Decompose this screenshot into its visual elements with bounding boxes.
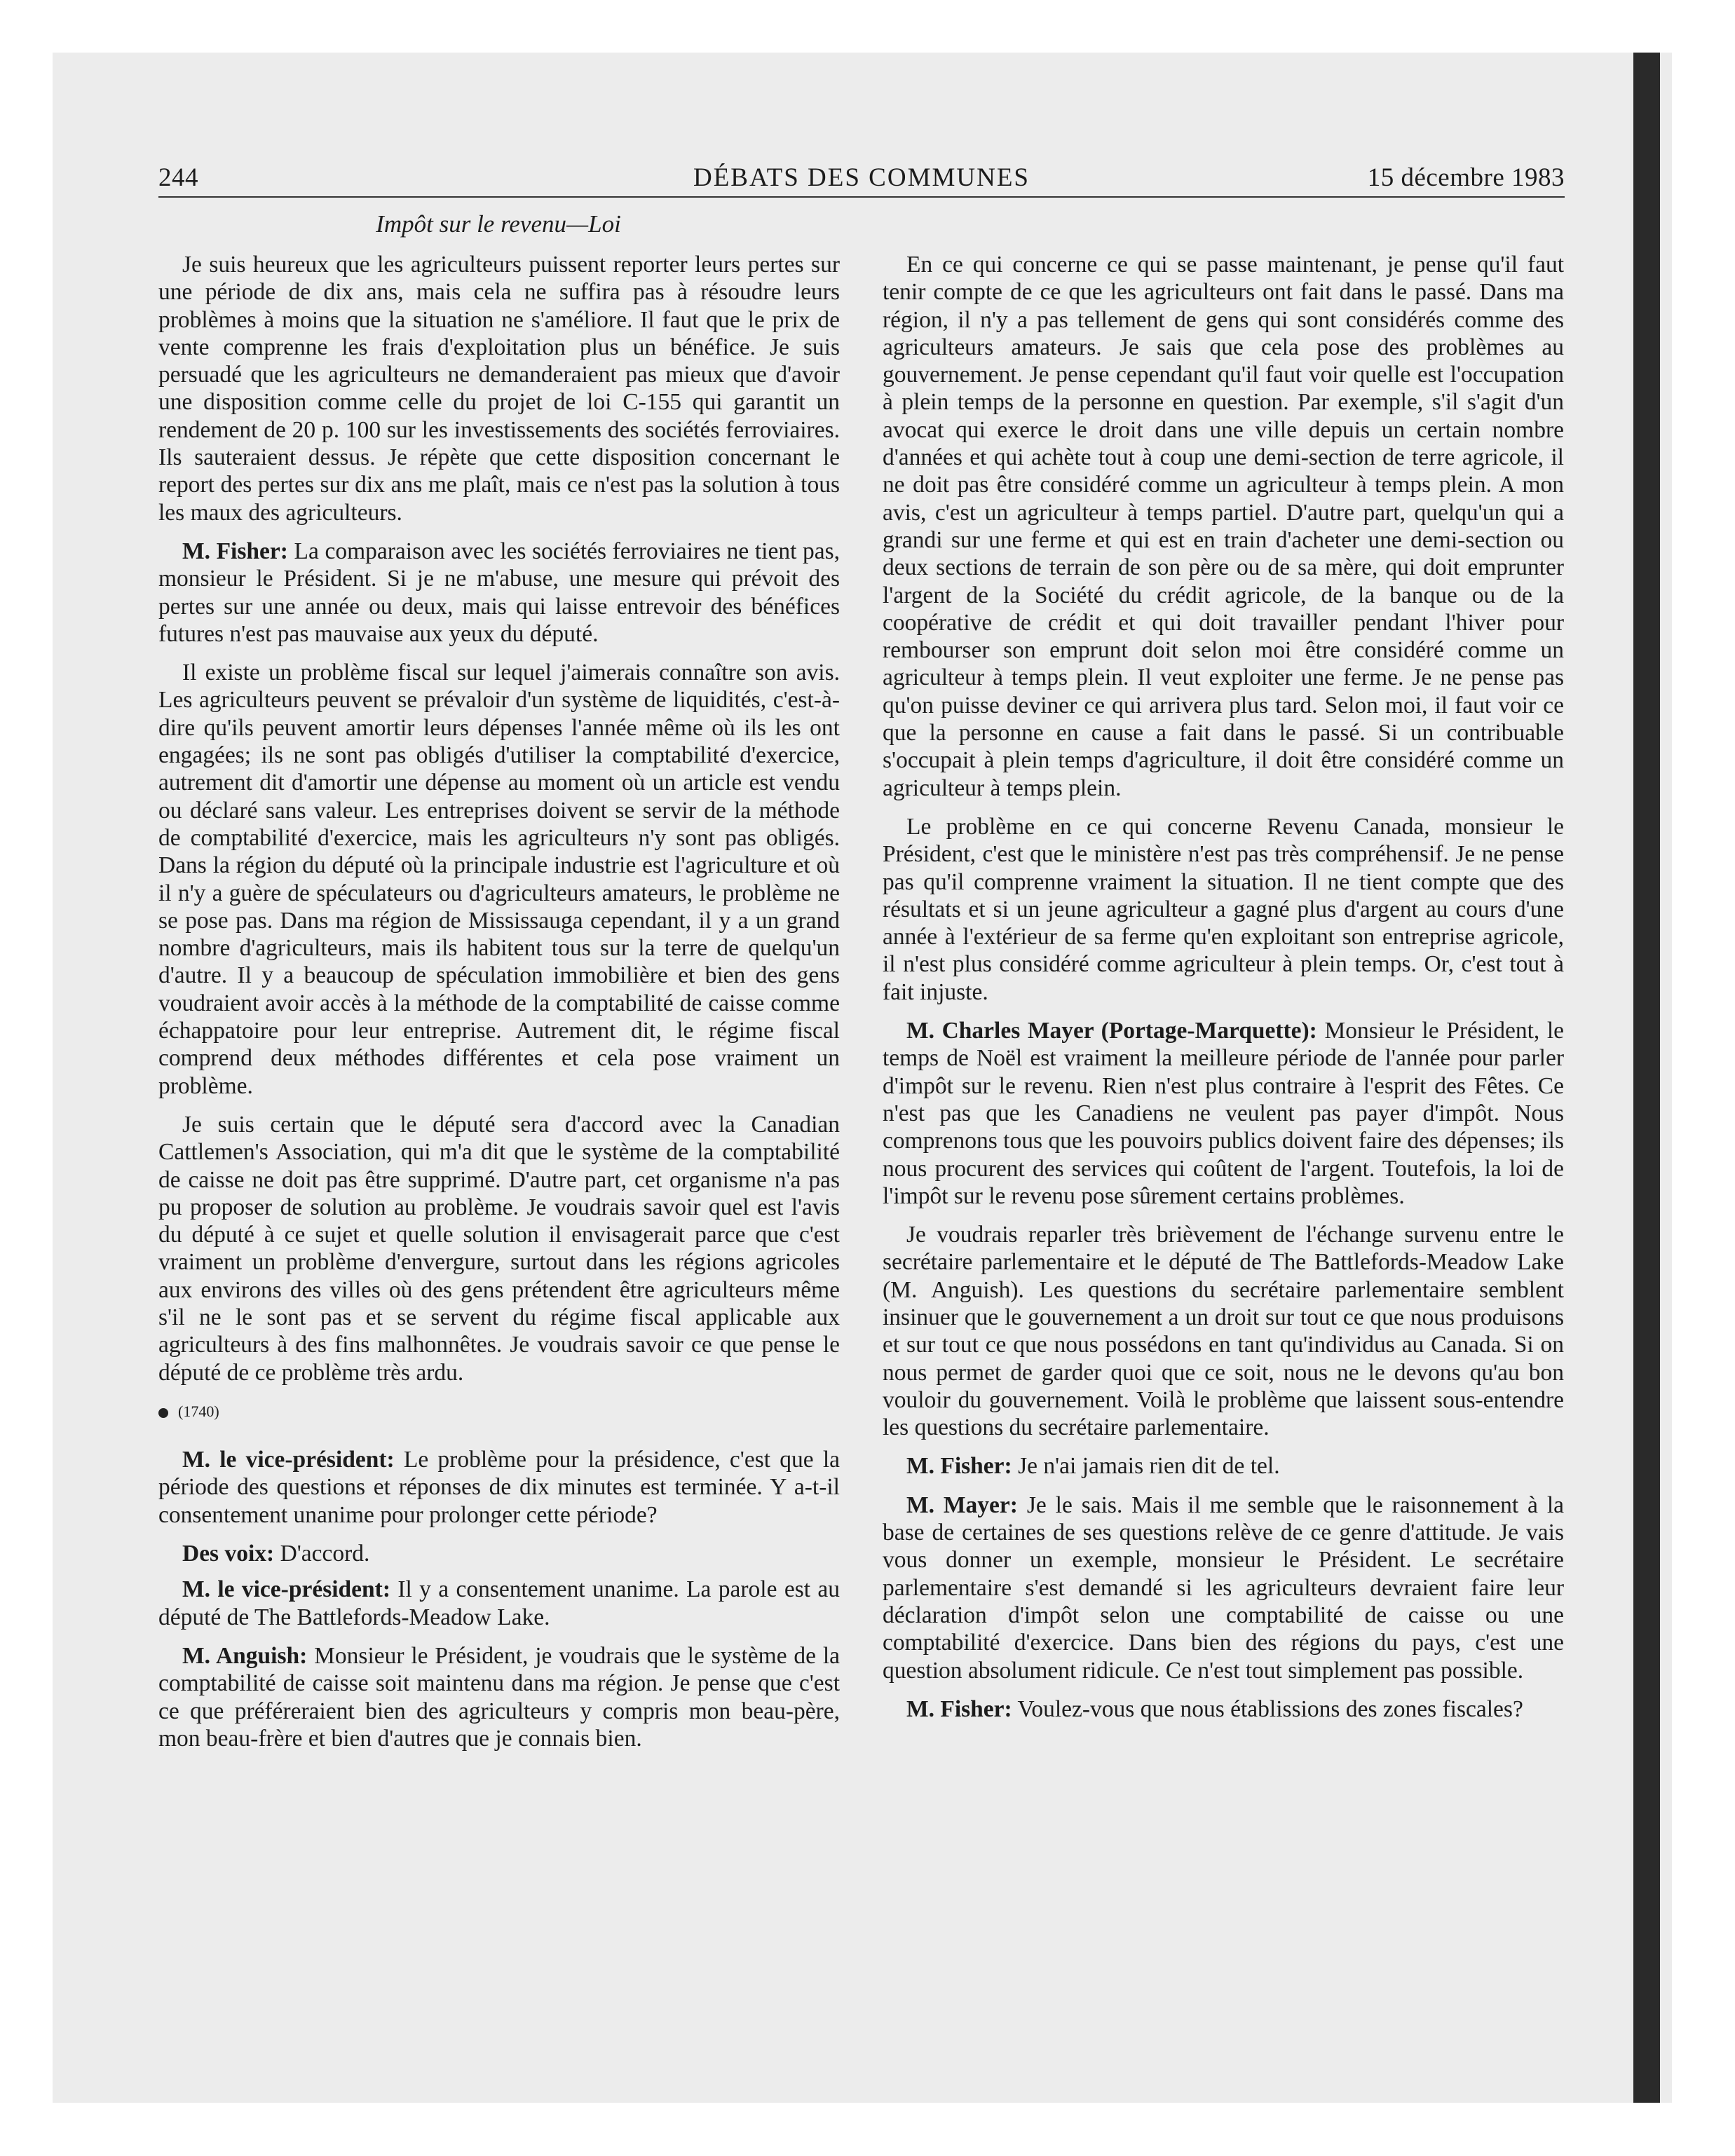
speech-text: Le problème pour la présidence, c'est que la période des questions et réponses de dix minutes est terminée. Y a-t-il consentement unanime pour prolonger cette période? <box>158 1447 840 1528</box>
header-rule <box>158 196 1565 198</box>
speaker-name: Des voix: <box>182 1541 275 1567</box>
running-header <box>158 163 1565 198</box>
paragraph: Le problème en ce qui concerne Revenu Canada, monsieur le Président, c'est que le ministère n'est pas très compréhensif. Je ne pense pas qu'il comprenne vraiment la situation. Il ne tient compte que des résultats et si un jeune agriculteur a gagné plus d'argent au cours d'une année à l'extérieur de sa ferme qu'en exploitant son entreprise agricole, il n'est plus considéré comme agriculteur à plein temps. Or, c'est tout à fait injuste. <box>883 813 1564 1005</box>
speech-paragraph <box>883 1452 1564 1480</box>
speech-paragraph <box>883 1017 1564 1210</box>
speech-paragraph <box>158 1642 840 1752</box>
paragraph: En ce qui concerne ce qui se passe maintenant, je pense qu'il faut tenir compte de ce que les agriculteurs ont fait dans le passé. Dans ma région, il n'y a pas tellement de gens qui sont considérés comme des agriculteurs amateurs. Je sais que cela pose des problèmes au gouvernement. Je pense cependant qu'il faut voir quelle est l'occupation à plein temps de la personne en question. Par exemple, s'il s'agit d'un avocat qui exerce le droit dans une ville depuis un certain nombre d'années et qui achète tout à coup une demi-section de terre agricole, il ne doit pas être considéré comme un agriculteur à temps plein. A mon avis, c'est un agriculteur à temps partiel. D'autre part, quelqu'un qui a grandi sur une ferme et qui est en train d'acheter une demi-section ou deux sections de terrain de son père ou de sa mère, qui doit emprunter l'argent de la Société du crédit agricole, de la banque ou de la coopérative de crédit et qui doit travailler pendant l'hiver pour rembourser son emprunt doit selon moi être considéré comme un agriculteur à temps plein. Il veut exploiter une ferme. Je ne pense pas qu'on puisse deviner ce qui arrivera plus tard. Selon moi, il faut voir ce que la personne en cause a fait dans le passé. Si un contribuable s'occupait à plein temps d'agriculture, il doit être considéré comme un agriculteur à temps plein. <box>883 252 1564 801</box>
speaker-name: M. le vice-président: <box>182 1576 390 1603</box>
speech-text: Il y a consentement unanime. La parole est au député de The Battlefords-Meadow Lake. <box>158 1576 841 1630</box>
speech-paragraph <box>158 1540 840 1567</box>
header-date: 15 décembre 1983 <box>1367 163 1565 192</box>
page-number: 244 <box>158 163 198 192</box>
time-marker <box>158 1398 840 1425</box>
speaker-name: M. Charles Mayer (Portage-Marquette): <box>906 1018 1317 1044</box>
speech-paragraph <box>158 1576 840 1631</box>
paragraph: Il existe un problème fiscal sur lequel j'aimerais connaître son avis. Les agriculteurs peuvent se prévaloir d'un système de liquidités, c'est-à-dire qu'ils peuvent amortir leurs dépenses l'année même où ils les ont engagées; ils ne sont pas obligés d'utiliser la comptabilité d'exercice, autrement dit d'amortir une dépense au moment où un article est vendu ou déclaré sans valeur. Les entreprises doivent se servir de la méthode de comptabilité d'exercice, mais les agriculteurs n'y sont pas obligés. Dans la région du député où la principale industrie est l'agriculture et où il n'y a guère de spéculateurs ou d'agriculteurs amateurs, le problème ne se pose pas. Dans ma région de Mississauga cependant, il y a un grand nombre d'agriculteurs, mais ils habitent tous sur la terre de quelqu'un d'autre. Il y a beaucoup de spéculation immobilière et bien des gens voudraient avoir accès à la méthode de la comptabilité de caisse comme échappatoire pour leur entreprise. Autrement dit, le régime fiscal comprend deux méthodes différentes et cela pose vraiment un problème. <box>158 660 840 1099</box>
subject-heading: Impôt sur le revenu—Loi <box>376 210 621 238</box>
speech-text: Monsieur le Président, je voudrais que le système de la comptabilité de caisse soit maintenu dans ma région. Je pense que c'est ce que préféreraient bien des agriculteurs y compris mon beau-père, mon beau-frère et bien d'autres que je connais bien. <box>158 1642 841 1752</box>
speech-text: La comparaison avec les sociétés ferroviaires ne tient pas, monsieur le Président. Si je ne m'abuse, une mesure qui prévoit des pertes sur une année ou deux, mais qui laisse entrevoir des bénéfices futures n'est pas mauvaise aux yeux du député. <box>158 538 841 647</box>
speaker-name: M. le vice-président: <box>182 1447 395 1473</box>
speech-text: Monsieur le Président, le temps de Noël est vraiment la meilleure période de l'année pour parler d'impôt sur le revenu. Rien n'est plus contraire à l'esprit des Fêtes. Ce n'est pas que les Canadiens ne veulent pas payer d'impôt. Nous comprenons tous que les pouvoirs publics doivent faire des dépenses; ils nous procurent des services qui coûtent de l'argent. Toutefois, la loi de l'impôt sur le revenu pose sûrement certains problèmes. <box>883 1018 1565 1209</box>
speaker-name: M. Fisher: <box>906 1696 1012 1722</box>
paragraph: Je suis certain que le député sera d'accord avec la Canadian Cattlemen's Association, qui m'a dit que le système de la comptabilité de caisse ne doit pas être supprimé. D'autre part, cet organisme n'a pas pu proposer de solution au problème. Je voudrais savoir quel est l'avis du député à ce sujet et quelle solution il envisagerait parce que c'est vraiment un problème d'envergure, surtout dans les régions agricoles aux environs des villes où des gens prétendent être agriculteurs même s'il ne le sont pas et se servent du régime fiscal applicable aux agriculteurs à des fins malhonnêtes. Je voudrais savoir ce que pense le député de ce problème très ardu. <box>158 1111 840 1386</box>
speech-paragraph <box>158 538 840 648</box>
speech-text: D'accord. <box>280 1541 370 1567</box>
speech-paragraph <box>883 1492 1564 1684</box>
time-marker-label: (1740) <box>178 1402 219 1420</box>
speaker-name: M. Anguish: <box>182 1642 308 1669</box>
paragraph: Je voudrais reparler très brièvement de l'échange survenu entre le secrétaire parlementaire et le député de The Battlefords-Meadow Lake (M. Anguish). Les questions du secrétaire parlementaire semblent insinuer que le gouvernement a un droit sur tout ce que nous produisons et sur tout ce que nous possédons en tant qu'individus au Canada. Si on nous permet de garder quoi que ce soit, nous ne le devons qu'au bon vouloir du gouvernement. Voilà le problème que laissent sous-entendre les questions du secrétaire parlementaire. <box>883 1222 1564 1441</box>
left-column <box>158 251 840 1763</box>
paragraph: Je suis heureux que les agriculteurs puissent reporter leurs pertes sur une période de dix ans, mais cela ne suffira pas à résoudre leurs problèmes à moins que la situation ne s'améliore. Il faut que le prix de vente comprenne les frais d'exploitation plus un bénéfice. Je suis persuadé que les agriculteurs ne demanderaient pas mieux que d'avoir une disposition comme celle du projet de loi C-155 qui garantit un rendement de 20 p. 100 sur les investissements des sociétés ferroviaires. Ils sauteraient dessus. Je répète que cette disposition concernant le report des pertes sur dix ans me plaît, mais ce n'est pas la solution à tous les maux des agriculteurs. <box>158 252 840 526</box>
bullet-icon <box>158 1408 168 1418</box>
scan-edge-bar <box>1633 53 1660 2103</box>
speech-paragraph <box>158 1446 840 1529</box>
speech-text: Je n'ai jamais rien dit de tel. <box>1018 1453 1280 1480</box>
speaker-name: M. Fisher: <box>182 538 288 564</box>
speaker-name: M. Fisher: <box>906 1453 1012 1480</box>
publication-title: DÉBATS DES COMMUNES <box>693 163 1030 192</box>
right-column <box>883 251 1564 1734</box>
speaker-name: M. Mayer: <box>906 1492 1018 1518</box>
speech-text: Voulez-vous que nous établissions des zones fiscales? <box>1017 1696 1523 1722</box>
speech-text: Je le sais. Mais il me semble que le raisonnement à la base de certaines de ses questions relève de ce genre d'attitude. Je vais vous donner un exemple, monsieur le Président. Le secrétaire parlementaire s'est demandé si les agriculteurs devraient faire leur déclaration d'impôt selon une comptabilité de caisse ou une comptabilité d'exercice. Dans bien des régions du pays, c'est une question absolument ridicule. Ce n'est tout simplement pas possible. <box>883 1492 1564 1684</box>
speech-paragraph <box>883 1696 1564 1723</box>
